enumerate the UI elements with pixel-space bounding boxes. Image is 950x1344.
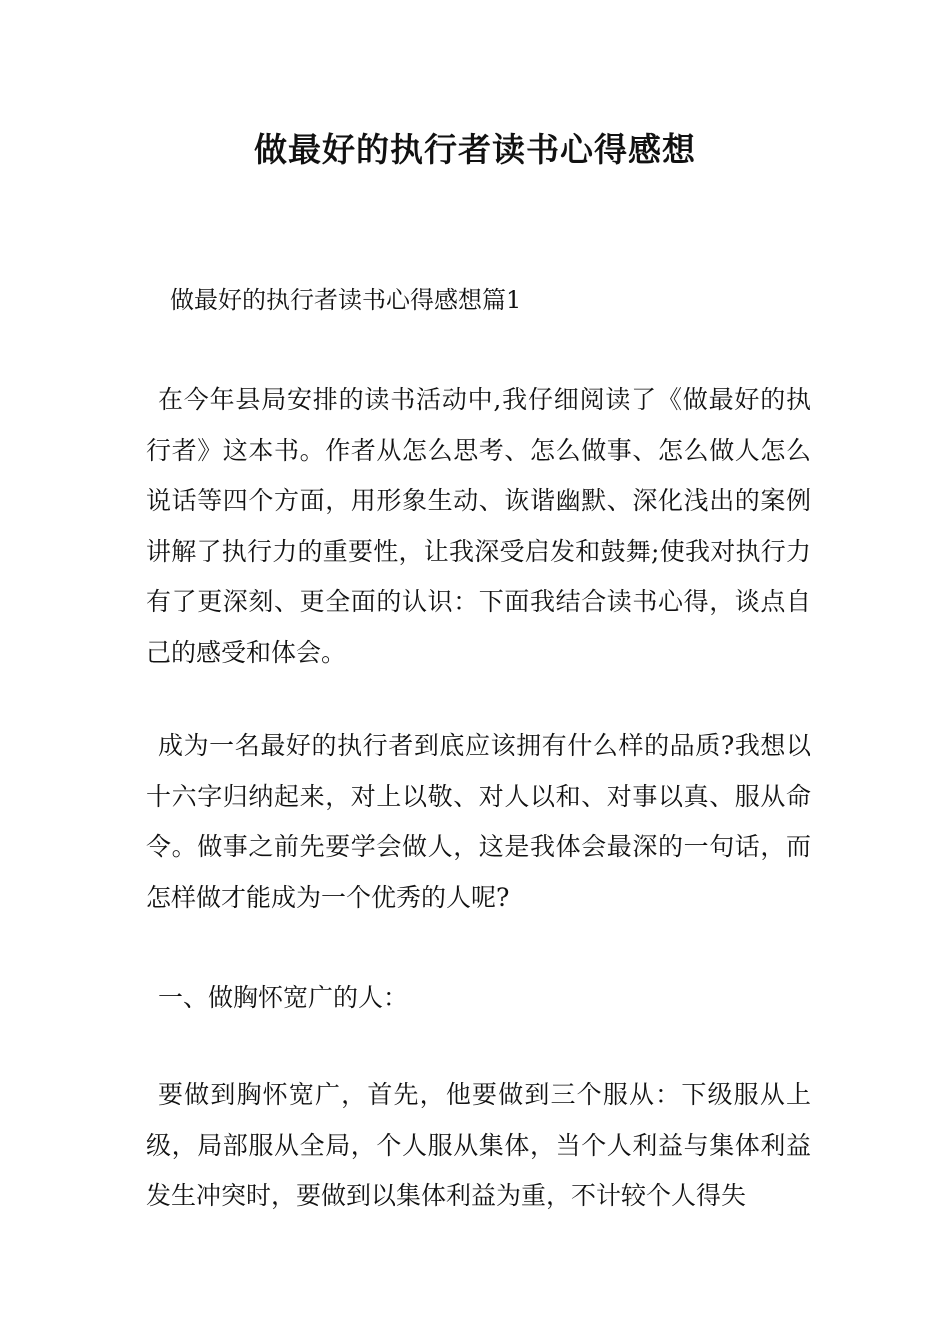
section-heading-one: 一、做胸怀宽广的人： (158, 983, 409, 1012)
document-title: 做最好的执行者读书心得感想 (254, 130, 696, 169)
paragraph-intro: 在今年县局安排的读书活动中,我仔细阅读了《做最好的执行者》这本书。作者从怎么思考、怎么做事、怎么做人怎么说话等四个方面，用形象生动、诙谐幽默、深化浅出的案例讲解了执行力的重要性，让我深受启发和鼓舞;使我对执行力有了更深刻、更全面的认识：下面我结合读书心得，谈点自己的感受和体会。 (146, 385, 811, 667)
section-subtitle: 做最好的执行者读书心得感想篇1 (170, 286, 522, 314)
paragraph-qualities: 成为一名最好的执行者到底应该拥有什么样的品质?我想以十六字归纳起来，对上以敬、对人以和、对事以真、服从命令。做事之前先要学会做人，这是我体会最深的一句话，而怎样做才能成为一个优秀的人呢? (146, 731, 811, 912)
paragraph-broad-mind: 要做到胸怀宽广，首先，他要做到三个服从：下级服从上级，局部服从全局，个人服从集体，当个人利益与集体利益发生冲突时，要做到以集体利益为重，不计较个人得失 (146, 1080, 811, 1210)
